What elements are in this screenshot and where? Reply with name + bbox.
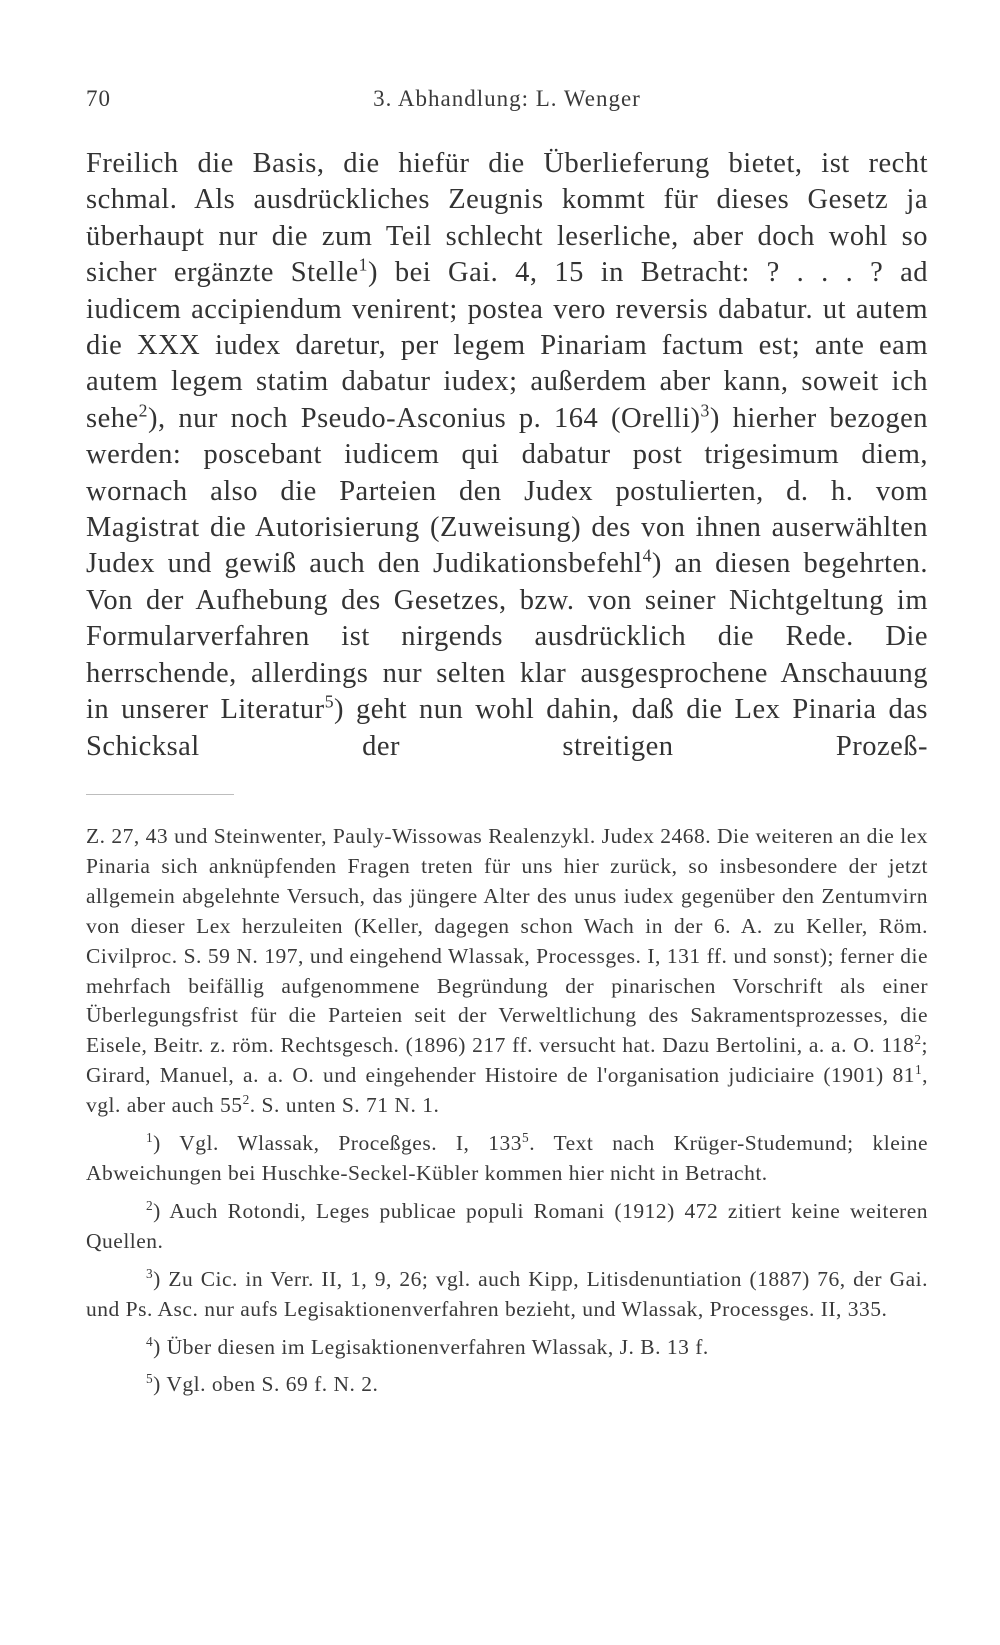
footnotes [86,822,928,1408]
footnote-text: ) Vgl. oben S. 69 f. N. 2. [153,1372,379,1397]
running-title: 3. Abhandlung: L. Wenger [373,86,641,111]
page-number: 70 [86,86,111,111]
footnote-3 [86,1265,928,1325]
footnote-text: , vgl. aber auch 55 [86,1063,928,1118]
superscript: 1 [914,1062,923,1078]
footnote-marker: 3 [146,1265,154,1281]
main-text-segment: Freilich die Basis, die hiefür die Überlieferung bietet, ist recht schmal. Als ausdrückliches Zeugnis kommt für dieses Gesetz ja überhaupt nur die zum Teil schlecht leserliche, aber doch wohl so sicher ergänzte Stelle [86,148,928,289]
footnote-text: . Text nach Krüger-Studemund; kleine Abweichungen bei Huschke-Seckel-Kübler kommen hier nicht in Betracht. [86,1131,928,1185]
superscript: 5 [522,1129,530,1145]
main-text-segment: ) bei Gai. 4, 15 in Betracht: ? . . . ? ad iudicem accipiendum venirent; postea vero reversis dabatur. ut autem die XXX iudex daretur, per legem Pinariam factum est; ante eam autem legem statim dabatur iudex; außerdem aber kann, soweit ich sehe [86,257,928,434]
footnote-marker: 1 [146,1129,154,1145]
footnote-text: ) Auch Rotondi, Leges publicae populi Romani (1912) 472 zitiert keine weiteren Quellen. [86,1198,928,1253]
footnote-4 [86,1333,928,1363]
footnote-marker: 5 [146,1371,154,1387]
footnote-text: ) Über diesen im Legisaktionenverfahren Wlassak, J. B. 13 f. [153,1334,709,1359]
footnote-text: ) Vgl. Wlassak, Proceßges. I, 133 [153,1131,523,1156]
footnote-ref-5: 5 [324,691,335,712]
footnote-ref-1: 1 [358,254,368,275]
footnote-5 [86,1370,928,1400]
footnote-ref-2: 2 [138,400,148,421]
main-text-segment: ), nur noch Pseudo-Asconius p. 164 (Orelli) [147,402,701,434]
main-text-segment: ) geht nun wohl dahin, daß die Lex Pinaria das Schicksal der streitigen Prozeß- [86,694,929,762]
page-header [86,86,928,116]
footnote-ref-3: 3 [700,400,710,421]
footnote-continuation [86,822,928,1121]
footnote-text: . S. unten S. 71 N. 1. [249,1093,440,1118]
footnote-2 [86,1197,928,1257]
main-text-segment: ) hierher bezogen werden: poscebant iudicem qui dabatur post trigesimum diem, wornach also die Parteien den Judex postulierten, d. h. vom Magistrat die Autorisierung (Zuweisung) des von ihnen auserwählten Judex und gewiß auch den Judikationsbefehl [86,402,928,580]
footnote-divider [86,794,234,795]
superscript: 2 [914,1032,922,1048]
superscript: 2 [242,1092,250,1107]
footnote-text: Z. 27, 43 und Steinwenter, Pauly-Wissowas Realenzykl. Judex 2468. Die weiteren an die lex Pinaria sich anknüpfenden Fragen treten für uns hier zurück, so insbesondere der jetzt allgemein abgelehnte Versuch, das jüngere Alter des unus iudex gegenüber den Zentumvirn von dieser Lex herzuleiten (Keller, dagegen schon Wach in der 6. A. zu Keller, Röm. Civilproc. S. 59 N. 197, und eingehend Wlassak, Processges. I, 131 ff. und sonst); ferner die mehrfach beifällig aufgenommene Begründung der pinarischen Vorschrift als einer Überlegungsfrist für die Parteien seit der Verweltlichung des Sakramentsprozesses, die Eisele, Beitr. z. röm. Rechtsgesch. (1896) 217 ff. versucht hat. Dazu Bertolini, a. a. O. 118 [86,824,928,1058]
footnote-marker: 2 [146,1197,154,1213]
footnote-1 [86,1129,928,1189]
footnote-ref-4: 4 [642,545,652,566]
footnote-text: ; Girard, Manuel, a. a. O. und eingehender Histoire de l'organisation judiciaire (1901) 81 [86,1033,928,1088]
footnote-marker: 4 [146,1333,154,1349]
footnote-text: ) Zu Cic. in Verr. II, 1, 9, 26; vgl. auch Kipp, Litisdenuntiation (1887) 76, der Gai. und Ps. Asc. nur aufs Legisaktionenverfahren bezieht, und Wlassak, Processges. II, 335. [86,1266,928,1321]
main-text-segment: ) an diesen begehrten. Von der Aufhebung des Gesetzes, bzw. von seiner Nichtgeltung im Formularverfahren ist nirgends ausdrücklich die Rede. Die herrschende, allerdings nur selten klar ausgesprochene Anschauung in unserer Literatur [86,548,928,726]
main-paragraph [86,146,928,765]
